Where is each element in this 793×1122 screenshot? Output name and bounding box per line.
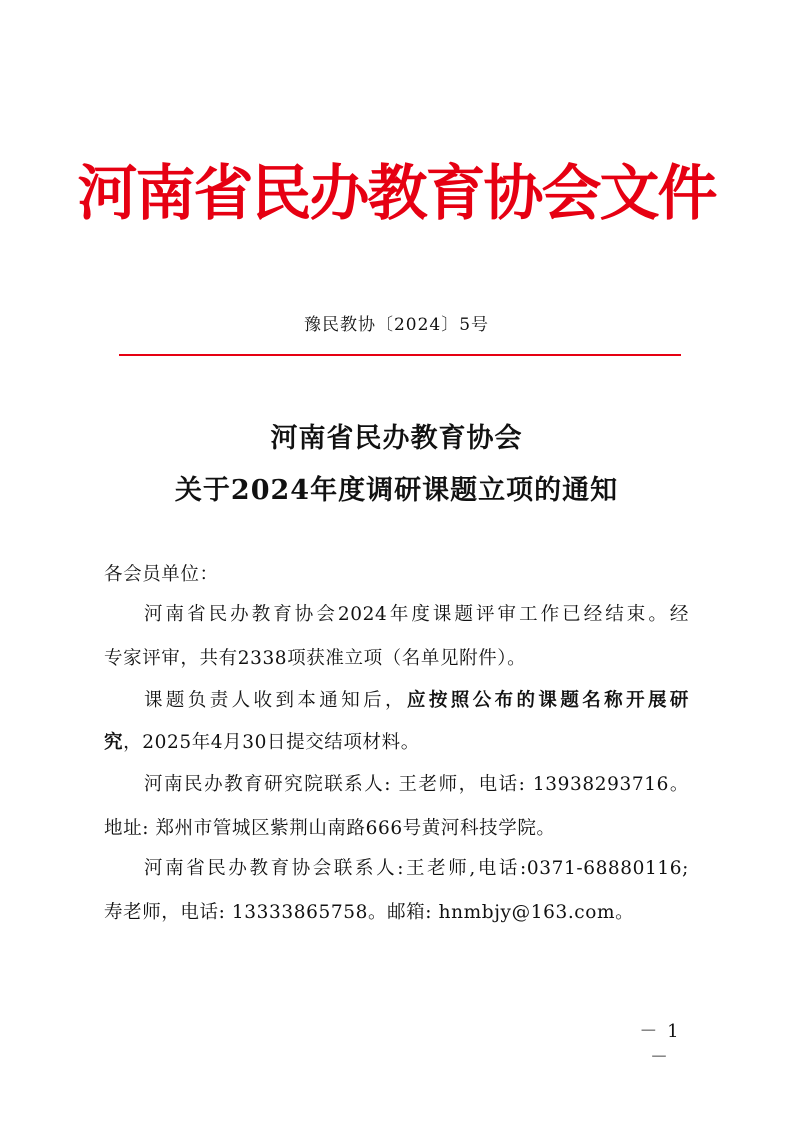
paragraph-2-text-deadline: ，2025年4月30日提交结项材料。 bbox=[123, 732, 420, 753]
paragraph-2-line-1 bbox=[144, 688, 689, 714]
paragraph-3-line-2: 地址: 郑州市管城区紫荆山南路666号黄河科技学院。 bbox=[104, 818, 556, 839]
paragraph-2-line-2 bbox=[104, 730, 689, 756]
paragraph-4-line-2: 寿老师，电话: 13333865758。邮箱: hnmbjy@163.com。 bbox=[104, 902, 635, 923]
masthead: 河南省民办教育协会文件 bbox=[77, 159, 716, 229]
page-number: － 1 － bbox=[639, 1021, 681, 1068]
document-title-line-1: 河南省民办教育协会 bbox=[270, 423, 523, 454]
paragraph-1-line-1: 河南省民办教育协会2024年度课题评审工作已经结束。经 bbox=[144, 604, 689, 625]
document-title-line-2: 关于2024年度调研课题立项的通知 bbox=[174, 475, 619, 506]
red-divider bbox=[119, 354, 681, 356]
paragraph-2-text-normal: 课题负责人收到本通知后， bbox=[144, 690, 407, 711]
paragraph-3-line-1: 河南民办教育研究院联系人: 王老师，电话: 13938293716。 bbox=[144, 774, 689, 795]
document-number: 豫民教协〔2024〕5号 bbox=[303, 315, 490, 335]
paragraph-1-line-2: 专家评审，共有2338项获准立项（名单见附件）。 bbox=[104, 648, 527, 669]
salutation: 各会员单位： bbox=[104, 564, 219, 585]
paragraph-4-line-1: 河南省民办教育协会联系人:王老师,电话:0371-68880116; bbox=[144, 858, 689, 879]
paragraph-2-text-emphasis: 应按照公布的课题名称开展研 bbox=[406, 690, 689, 711]
paragraph-2-text-emphasis-end: 究 bbox=[104, 732, 124, 753]
